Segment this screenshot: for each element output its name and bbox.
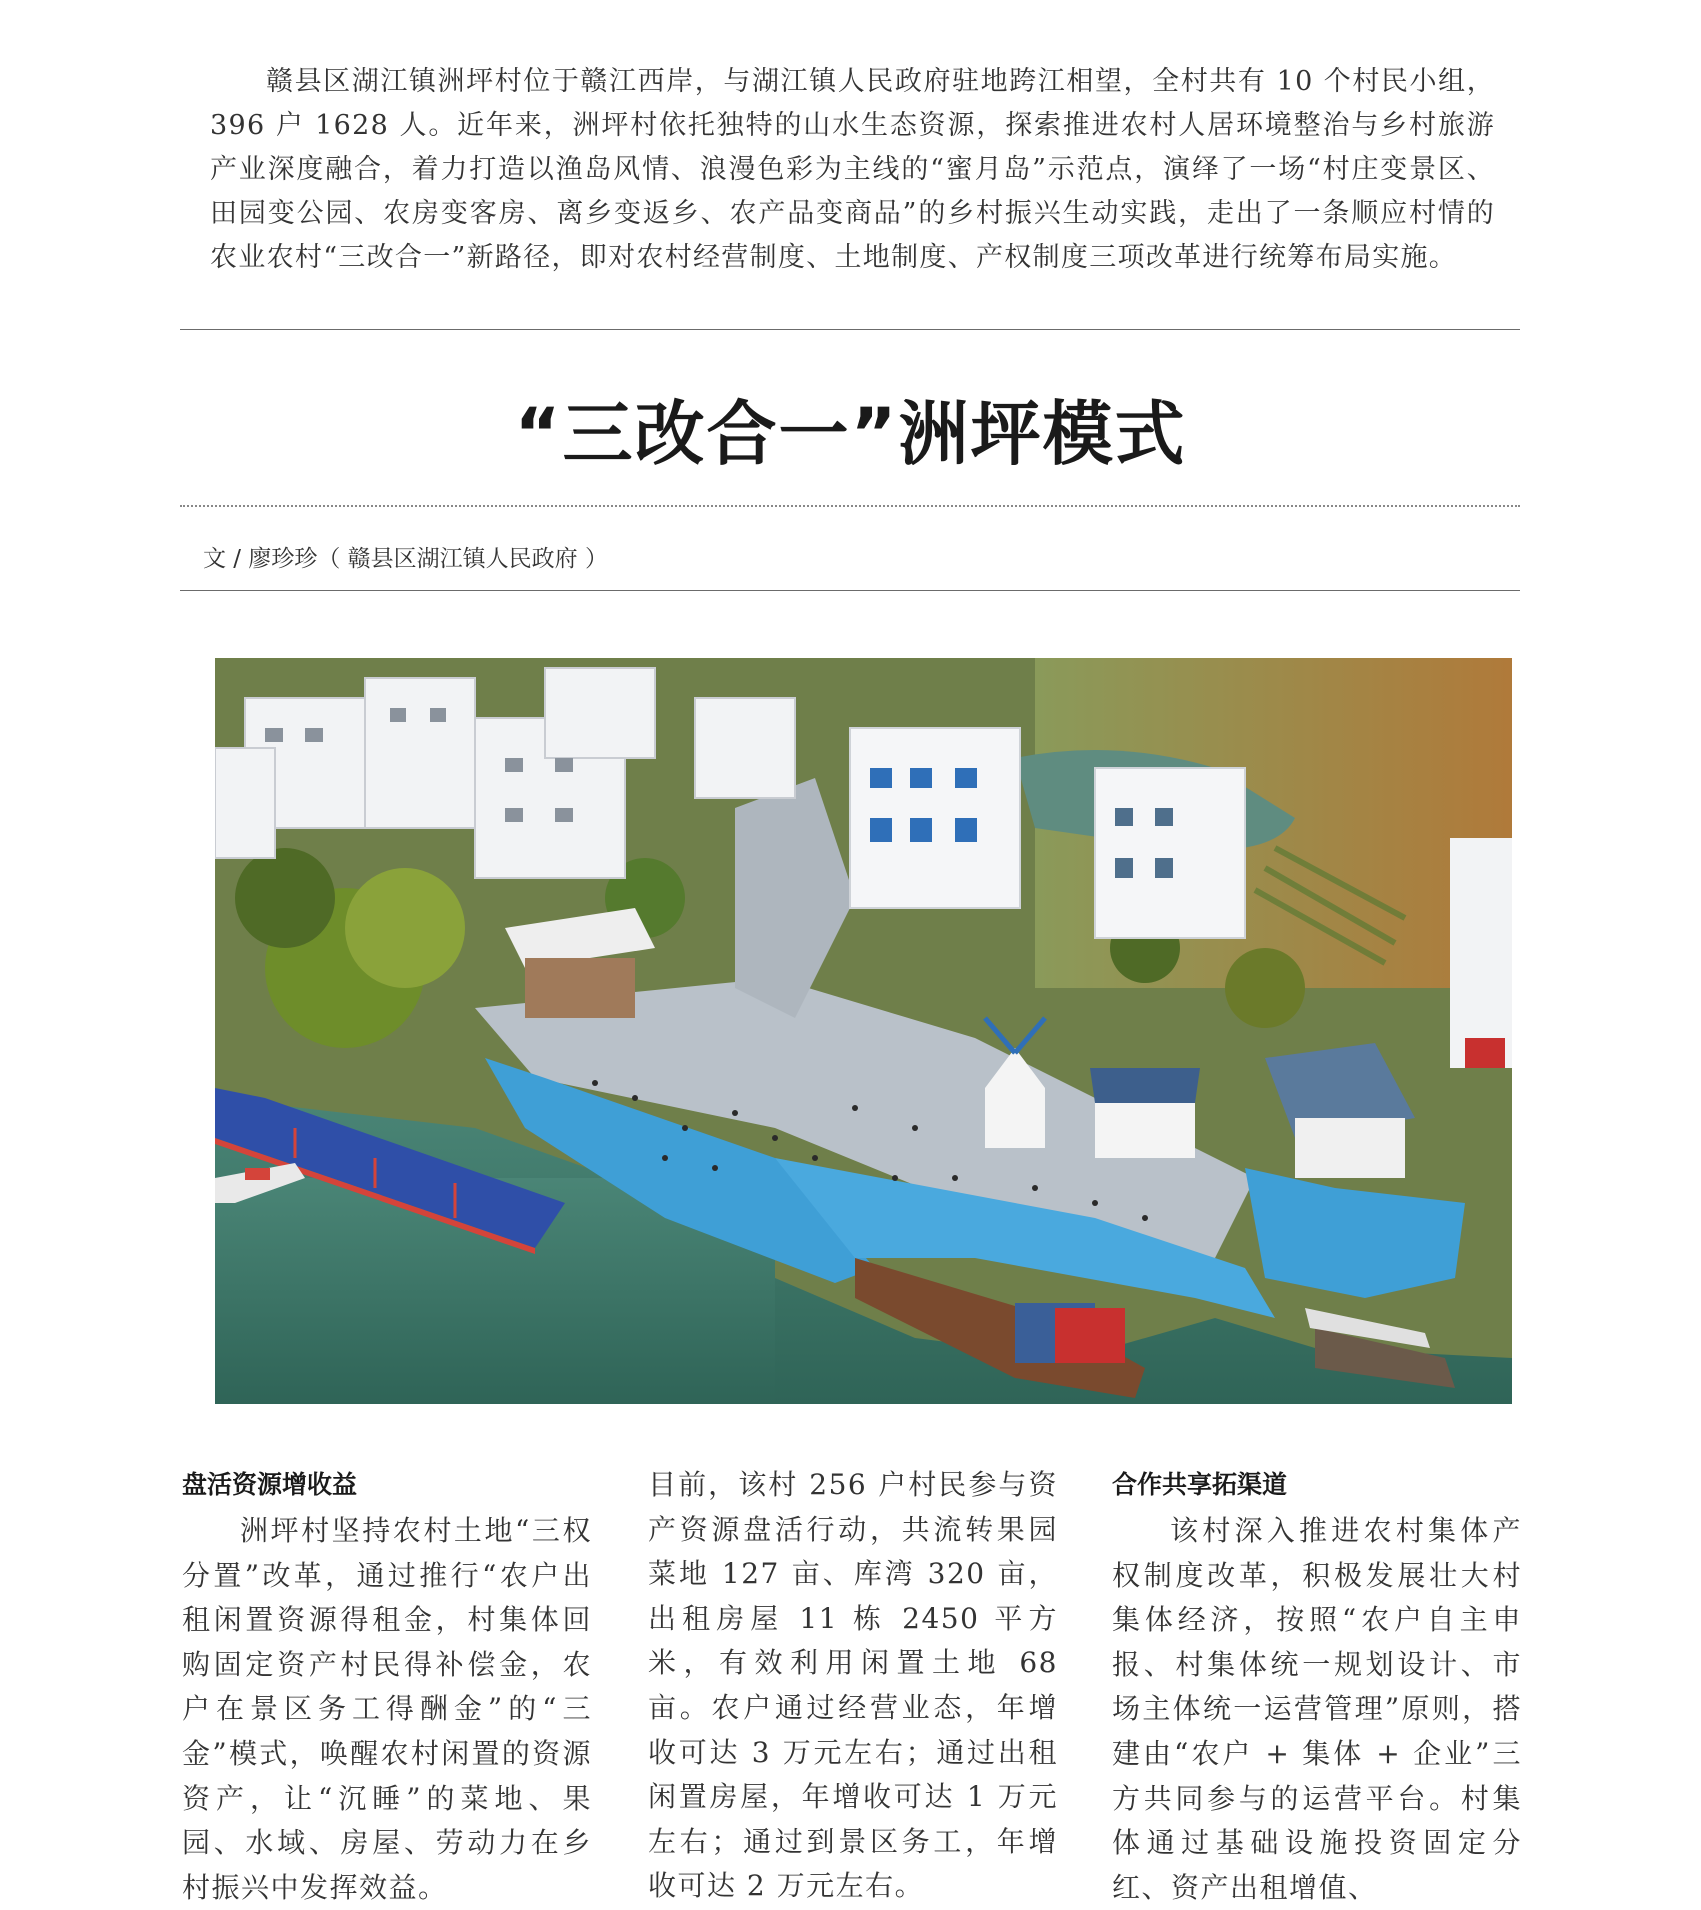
section-heading-1: 盘活资源增收益 — [182, 1470, 358, 1499]
column-2 — [648, 1463, 1058, 1909]
intro-paragraph: 赣县区湖江镇洲坪村位于赣江西岸，与湖江镇人民政府驻地跨江相望，全村共有 10 个村民小组，396 户 1628 人。近年来，洲坪村依托独特的山水生态资源，探索推进农村人居环境整治与乡村旅游产业深度融合，着力打造以渔岛风情、浪漫色彩为主线的“蜜月岛”示范点，演绎了一场“村庄变景区、田园变公园、农房变客房、离乡变返乡、农产品变商品”的乡村振兴生动实践，走出了一条顺应村情的农业农村“三改合一”新路径，即对农村经营制度、土地制度、产权制度三项改革进行统筹布局实施。 — [210, 66, 1495, 273]
article-title: “三改合一”洲坪模式 — [514, 393, 1187, 475]
section-text-1: 洲坪村坚持农村土地“三权分置”改革，通过推行“农户出租闲置资源得租金，村集体回购固定资产村民得补偿金，农户在景区务工得酬金”的“三金”模式，唤醒农村闲置的资源资产，让“沉睡”的菜地、果园、水域、房屋、劳动力在乡村振兴中发挥效益。 — [182, 1514, 592, 1904]
column-1 — [182, 1465, 592, 1910]
byline-divider — [180, 590, 1520, 591]
top-divider — [180, 329, 1520, 330]
byline: 文 / 廖珍珍（ 赣县区湖江镇人民政府 ） — [203, 546, 608, 572]
section-text-3: 该村深入推进农村集体产权制度改革，积极发展壮大村集体经济，按照“农户自主申报、村集体统一规划设计、市场主体统一运营管理”原则，搭建由“农户 + 集体 + 企业”三方共同参与的运营平台。村集体通过基础设施投资固定分红、资产出租增值、 — [1112, 1514, 1522, 1904]
section-heading-3: 合作共享拓渠道 — [1112, 1470, 1288, 1499]
dotted-divider — [180, 505, 1520, 507]
aerial-village-photo — [215, 658, 1512, 1404]
section-text-2: 目前，该村 256 户村民参与资产资源盘活行动，共流转果园菜地 127 亩、库湾 320 亩，出租房屋 11 栋 2450 平方米，有效利用闲置土地 68 亩。农户通过经营业态，年增收可达 3 万元左右；通过出租闲置房屋，年增收可达 1 万元左右；通过到景区务工，年增收可达 2 万元左右。 — [648, 1468, 1058, 1903]
column-3 — [1112, 1465, 1522, 1910]
